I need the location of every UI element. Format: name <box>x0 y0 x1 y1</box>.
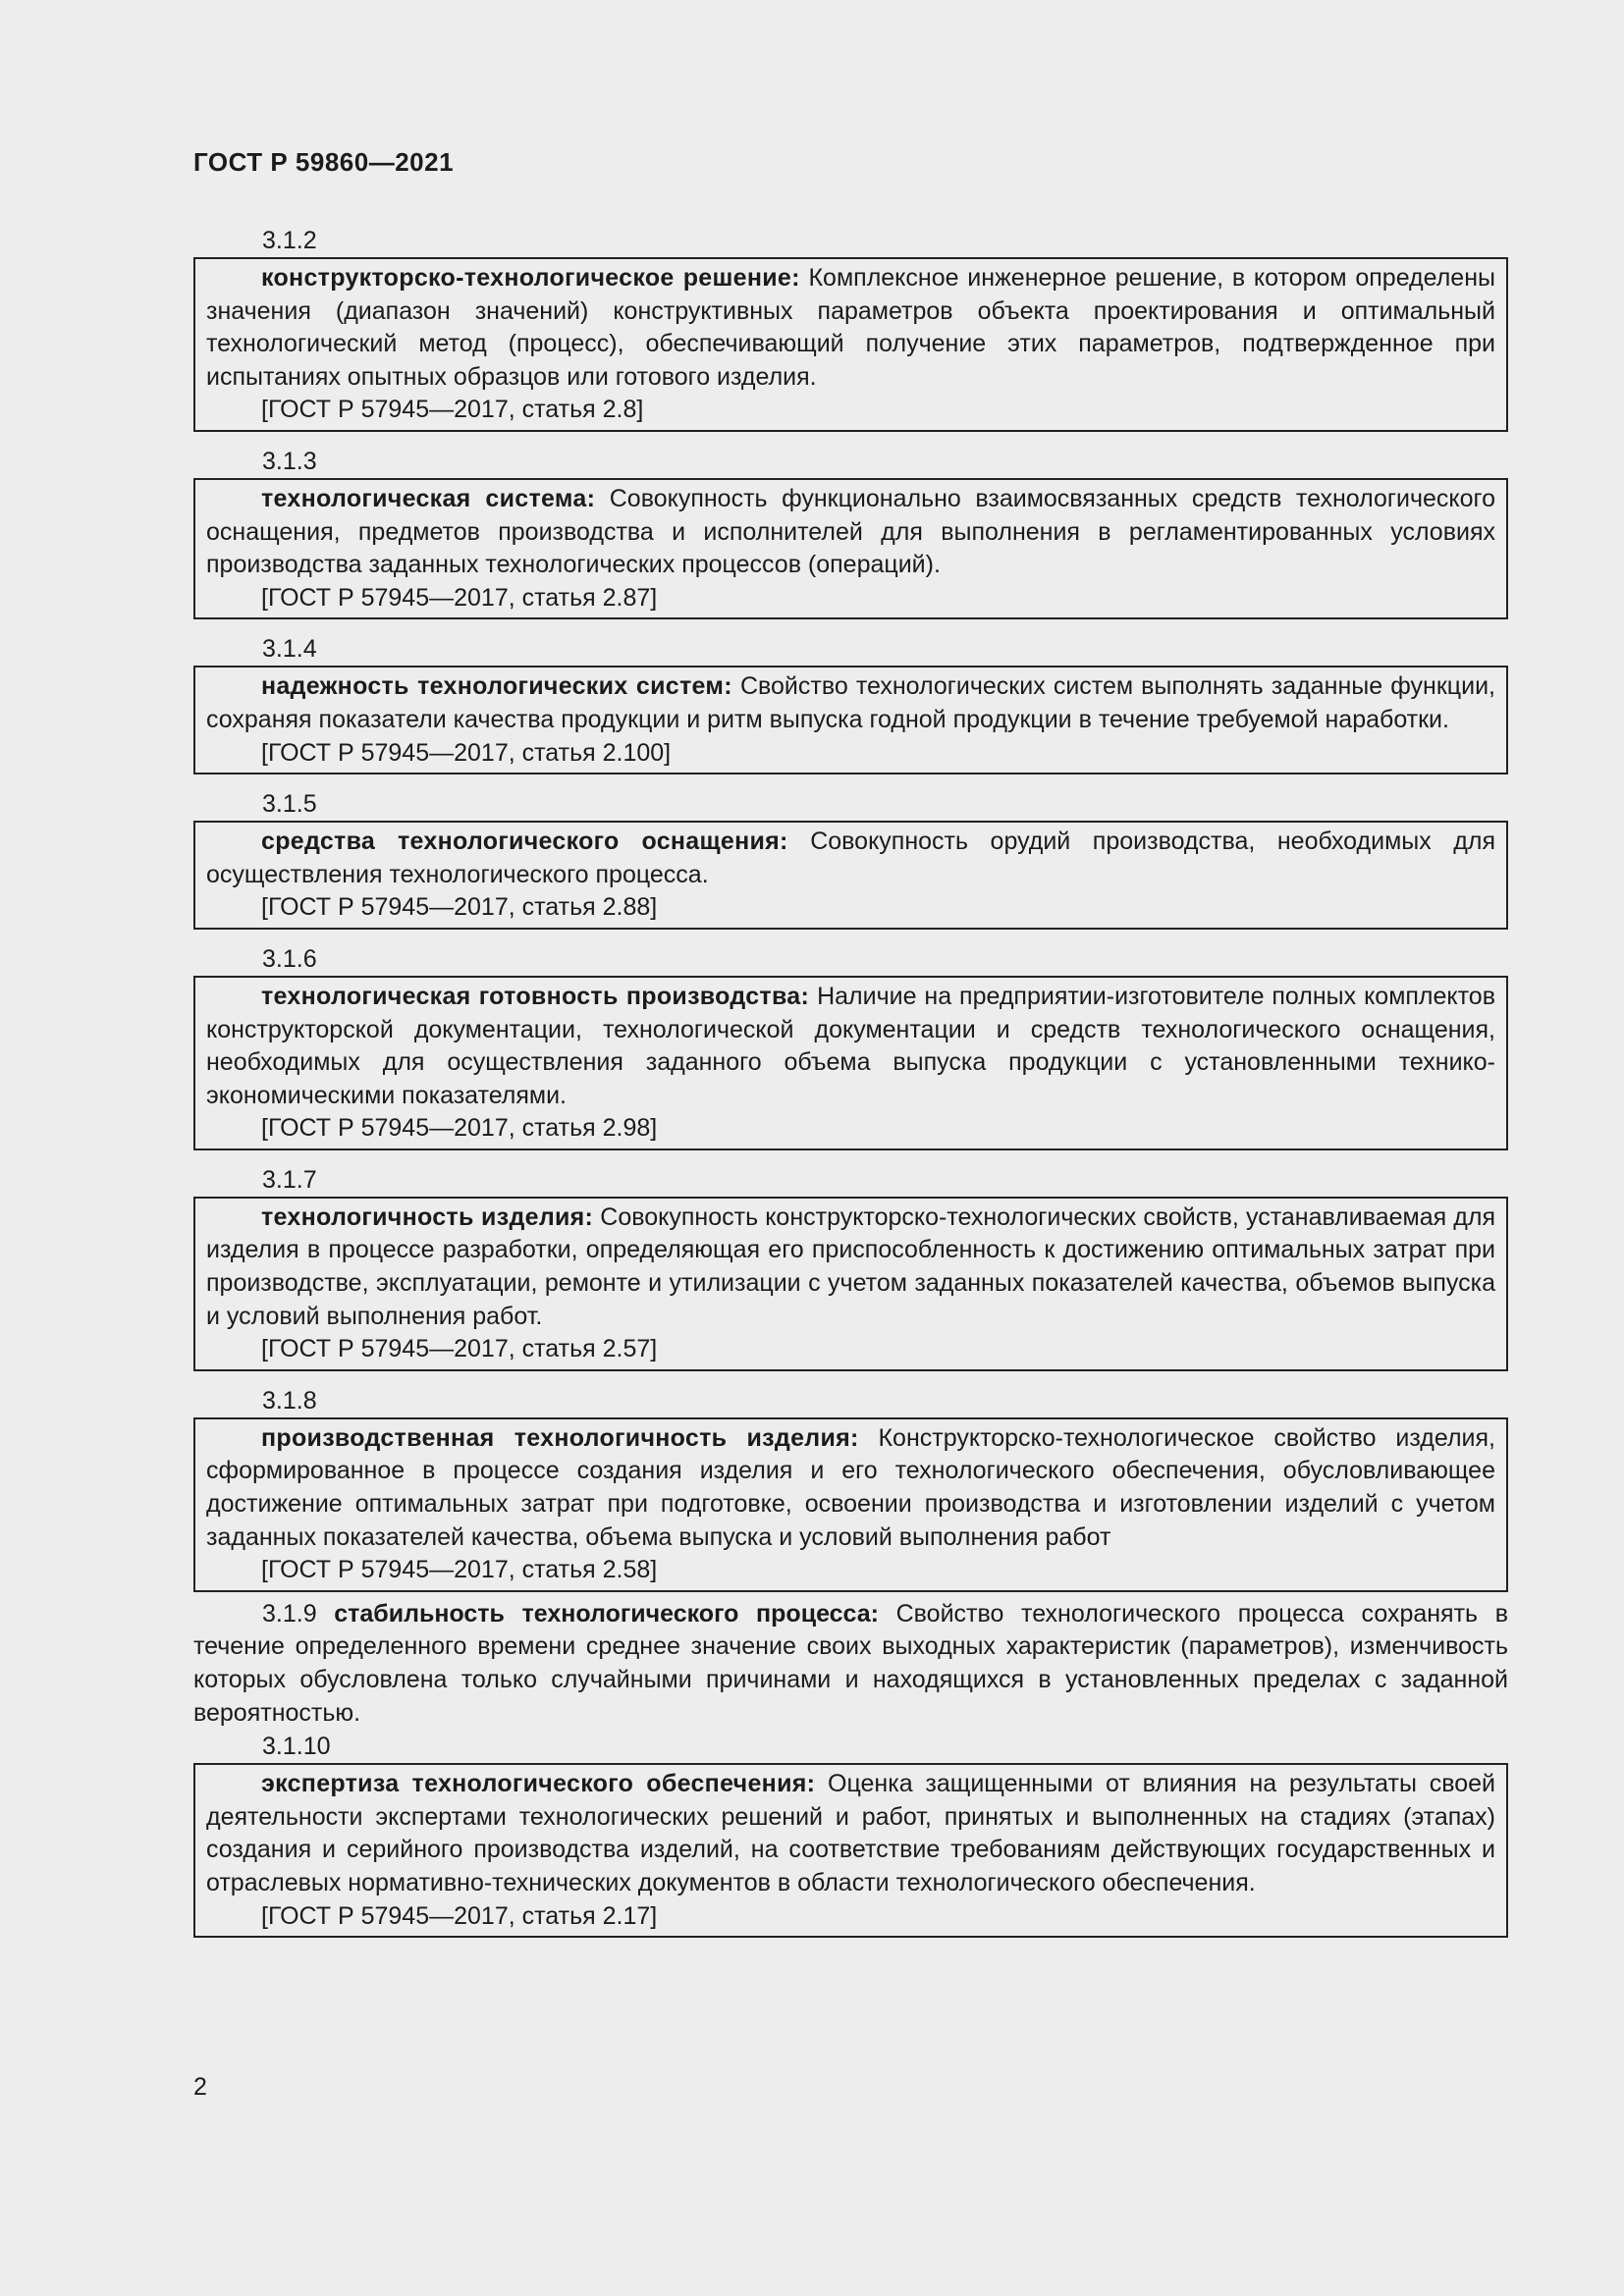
term-box <box>193 821 1508 930</box>
term-text: Совокупность функционально взаимосвязанных средств технологического оснащения, предметов производства и исполнителей для выполнения в регламентированных условиях производства заданных технологических процессов (операций). <box>206 484 1495 579</box>
term-source: [ГОСТ Р 57945—2017, статья 2.88] <box>261 893 658 922</box>
term-source: [ГОСТ Р 57945—2017, статья 2.58] <box>261 1556 658 1584</box>
term-text: Конструкторско-технологическое свойство изделия, сформированное в процессе создания изделия и его технологического обеспечения, обусловливающее достижение оптимальных затрат при подготовке, освоении производства и изготовлении изделий с учетом заданных показателей качества, объема выпуска и условий выполнения работ <box>206 1423 1495 1551</box>
term-number: 3.1.5 <box>262 790 317 819</box>
document-header: ГОСТ Р 59860—2021 <box>193 147 455 177</box>
terms-section <box>193 224 1508 1950</box>
term-title: технологичность изделия: <box>261 1202 594 1231</box>
term-definition <box>206 262 1495 394</box>
term-source: [ГОСТ Р 57945—2017, статья 2.8] <box>261 396 644 424</box>
term-definition <box>206 1422 1495 1554</box>
term-definition <box>206 826 1495 891</box>
term-text: Свойство технологического процесса сохранять в течение определенного времени среднее значение своих выходных характеристик (параметров), изменчивость которых обусловлена только случайными причинами и находящихся в установленных пределах с заданной вероятностью. <box>193 1599 1508 1727</box>
term-source: [ГОСТ Р 57945—2017, статья 2.98] <box>261 1114 658 1143</box>
term-definition <box>206 670 1495 736</box>
term-number: 3.1.6 <box>262 944 317 973</box>
term-text: Совокупность орудий производства, необходимых для осуществления технологического процесса. <box>206 828 1495 888</box>
term-title: технологическая готовность производства: <box>261 982 810 1010</box>
term-definition <box>206 1768 1495 1899</box>
term-title: экспертиза технологического обеспечения: <box>261 1770 816 1798</box>
term-box <box>193 1763 1508 1938</box>
term-box <box>193 1417 1508 1592</box>
term-box <box>193 976 1508 1150</box>
term-definition <box>206 483 1495 582</box>
term-box <box>193 666 1508 774</box>
term-box <box>193 478 1508 619</box>
term-text: Совокупность конструкторско-технологических свойств, устанавливаемая для изделия в процессе разработки, определяющая его приспособленность к достижению оптимальных затрат при производстве, эксплуатации, ремонте и утилизации с учетом заданных показателей качества, объемов выпуска и условий выполнения работ. <box>206 1202 1495 1330</box>
term-definition-plain <box>193 1598 1508 1730</box>
term-number: 3.1.7 <box>262 1165 317 1194</box>
term-box <box>193 1197 1508 1371</box>
term-title: надежность технологических систем: <box>261 672 732 701</box>
term-title: конструкторско-технологическое решение: <box>261 264 800 292</box>
page-number: 2 <box>193 2073 207 2101</box>
term-source: [ГОСТ Р 57945—2017, статья 2.87] <box>261 583 658 612</box>
term-title: технологическая система: <box>261 484 596 512</box>
term-box <box>193 257 1508 432</box>
term-number: 3.1.9 <box>262 1599 317 1628</box>
term-number: 3.1.8 <box>262 1386 317 1415</box>
term-definition <box>206 981 1495 1112</box>
term-number: 3.1.10 <box>262 1733 331 1761</box>
term-source: [ГОСТ Р 57945—2017, статья 2.57] <box>261 1335 658 1363</box>
term-text: Свойство технологических систем выполнять заданные функции, сохраняя показатели качества продукции и ритм выпуска годной продукции в течение требуемой наработки. <box>206 672 1495 733</box>
term-title: средства технологического оснащения: <box>261 828 788 856</box>
term-title: стабильность технологического процесса: <box>334 1599 879 1628</box>
term-number: 3.1.3 <box>262 447 317 475</box>
term-text: Наличие на предприятии-изготовителе полных комплектов конструкторской документации, технологической документации и средств технологического оснащения, необходимых для осуществления заданного объема выпуска продукции с установленными технико-экономическими показателями. <box>206 982 1495 1109</box>
term-number: 3.1.2 <box>262 227 317 254</box>
term-text: Комплексное инженерное решение, в котором определены значения (диапазон значений) конструктивных параметров объекта проектирования и оптимальный технологический метод (процесс), обеспечивающий получение этих параметров, подтвержденное при испытаниях опытных образцов или готового изделия. <box>206 264 1495 391</box>
term-text: Оценка защищенными от влияния на результаты своей деятельности экспертами технологических решений и работ, принятых и выполненных на стадиях (этапах) создания и серийного производства изделий, на соответствие требованиям действующих государственных и отраслевых нормативно-технических документов в области технологического обеспечения. <box>206 1770 1496 1896</box>
term-title: производственная технологичность изделия: <box>261 1423 859 1452</box>
term-number: 3.1.4 <box>262 635 317 664</box>
term-source: [ГОСТ Р 57945—2017, статья 2.100] <box>261 738 672 767</box>
term-source: [ГОСТ Р 57945—2017, статья 2.17] <box>261 1901 658 1930</box>
term-definition <box>206 1201 1495 1333</box>
